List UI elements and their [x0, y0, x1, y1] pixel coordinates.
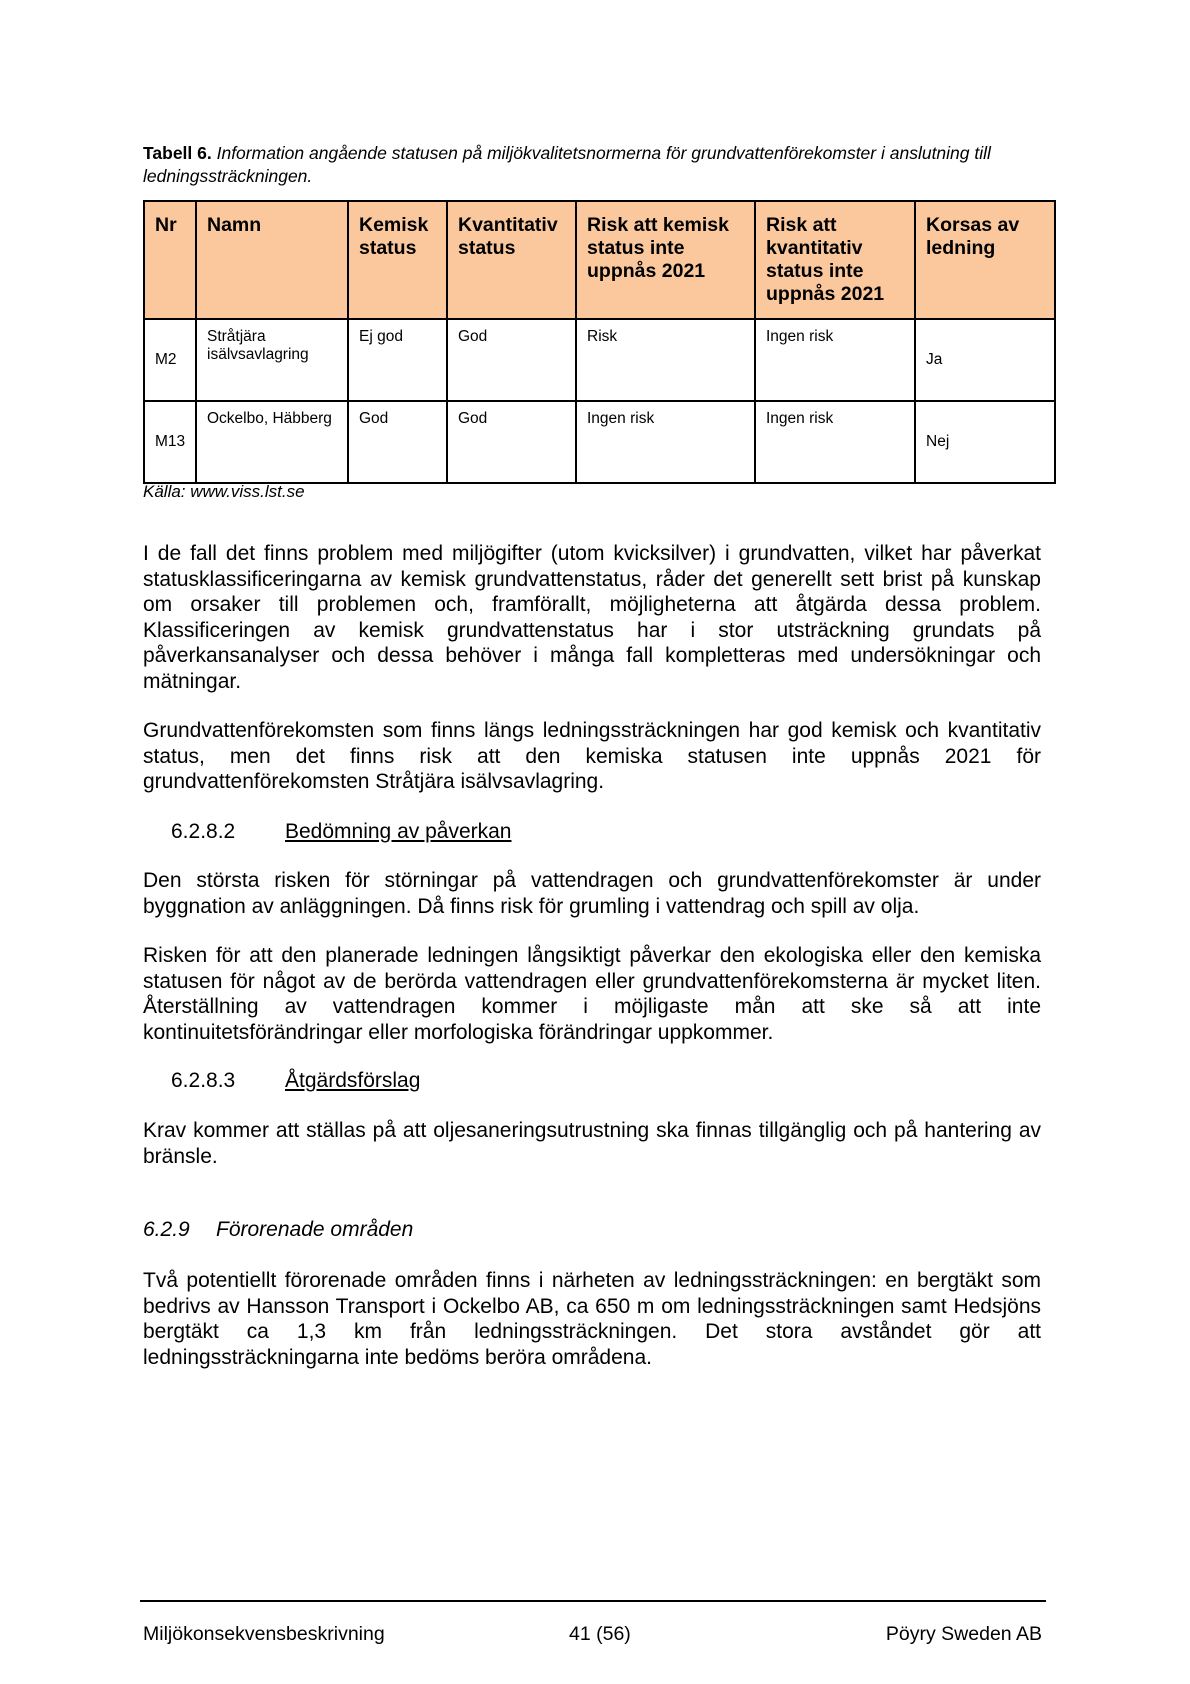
table-caption — [143, 142, 1043, 188]
status-table — [143, 200, 1056, 484]
cell-risk-kvantitativ: Ingen risk — [755, 401, 915, 483]
footer-document-title: Miljökonsekvensbeskrivning — [143, 1623, 385, 1645]
paragraph: Risken för att den planerade ledningen långsiktigt påverkar den ekologiska eller den kemiska statusen för något av de berörda vattendragen eller grundvattenförekomsterna är mycket liten. Återställning av vattendragen kommer i möjligaste mån att ske så att inte kontinuitetsförändringar eller morfologiska förändringar uppkommer. — [143, 944, 1041, 1044]
cell-risk-kvantitativ: Ingen risk — [755, 319, 915, 401]
table-header-row — [144, 201, 1055, 319]
section-number: 6.2.8.2 — [171, 820, 236, 843]
section-heading — [171, 1068, 420, 1093]
header-namn: Namn — [196, 201, 348, 319]
cell-risk-kemisk: Risk — [576, 319, 755, 401]
header-kvantitativ-status: Kvantitativ status — [447, 201, 576, 319]
section-title: Bedömning av påverkan — [285, 820, 512, 843]
cell-namn: Stråtjära isälvsavlagring — [196, 319, 348, 401]
paragraph: Grundvattenförekomsten som finns längs ledningssträckningen har god kemisk och kvantitativ status, men det finns risk att den kemiska statusen inte uppnås 2021 för grundvattenförekomsten Stråtjära isälvsavlagring. — [143, 719, 1041, 793]
header-risk-kemisk: Risk att kemisk status inte uppnås 2021 — [576, 201, 755, 319]
section-title: Förorenade områden — [216, 1218, 414, 1241]
paragraph: Två potentiellt förorenade områden finns i närheten av ledningssträckningen: en bergtäkt som bedrivs av Hansson Transport i Ockelbo AB, ca 650 m om ledningssträckningen samt Hedsjöns bergtäkt ca 1,3 km från ledningssträckningen. Det stora avståndet gör att ledningssträckningarna inte bedöms beröra områdena. — [143, 1269, 1041, 1369]
header-nr: Nr — [144, 201, 196, 319]
cell-kvantitativ-status: God — [447, 319, 576, 401]
cell-korsas: Ja — [915, 319, 1055, 401]
footer-company: Pöyry Sweden AB — [885, 1623, 1042, 1645]
cell-kvantitativ-status: God — [447, 401, 576, 483]
paragraph: Krav kommer att ställas på att oljesaneringsutrustning ska finnas tillgänglig och på hantering av bränsle. — [143, 1119, 1041, 1168]
cell-nr: M2 — [144, 319, 196, 401]
paragraph: I de fall det finns problem med miljögifter (utom kvicksilver) i grundvatten, vilket har påverkat statusklassificeringarna av kemisk grundvattenstatus, råder det generellt sett brist på kunskap om orsaker till problemen och, framförallt, möjligheterna att åtgärda dessa problem. Klassificeringen av kemisk grundvattenstatus har i stor utsträckning grundats på påverkansanalyser och dessa behöver i många fall kompletteras med undersökningar och mätningar. — [143, 542, 1041, 693]
table-source: Källa: www.viss.lst.se — [143, 482, 305, 501]
cell-namn: Ockelbo, Häbberg — [196, 401, 348, 483]
section-number: 6.2.8.3 — [171, 1069, 236, 1092]
section-heading — [143, 1218, 413, 1242]
cell-nr: M13 — [144, 401, 196, 483]
header-korsas: Korsas av ledning — [915, 201, 1055, 319]
header-kemisk-status: Kemisk status — [348, 201, 447, 319]
footer-divider — [140, 1600, 1046, 1602]
section-number: 6.2.9 — [143, 1218, 190, 1241]
section-heading — [171, 819, 511, 844]
footer-page-number: 41 (56) — [569, 1623, 631, 1645]
header-risk-kvantitativ: Risk att kvantitativ status inte uppnås 2021 — [755, 201, 915, 319]
table-row — [144, 401, 1055, 483]
table-caption-text: Information angående statusen på miljökvalitetsnormerna för grundvattenförekomster i anslutning till ledningssträckningen. — [143, 143, 991, 186]
table-caption-label: Tabell 6. — [143, 143, 212, 163]
cell-risk-kemisk: Ingen risk — [576, 401, 755, 483]
paragraph: Den största risken för störningar på vattendragen och grundvattenförekomster är under byggnation av anläggningen. Då finns risk för grumling i vattendrag och spill av olja. — [143, 869, 1041, 918]
cell-kemisk-status: Ej god — [348, 319, 447, 401]
cell-kemisk-status: God — [348, 401, 447, 483]
section-title: Åtgärdsförslag — [285, 1069, 421, 1092]
table-row — [144, 319, 1055, 401]
cell-korsas: Nej — [915, 401, 1055, 483]
